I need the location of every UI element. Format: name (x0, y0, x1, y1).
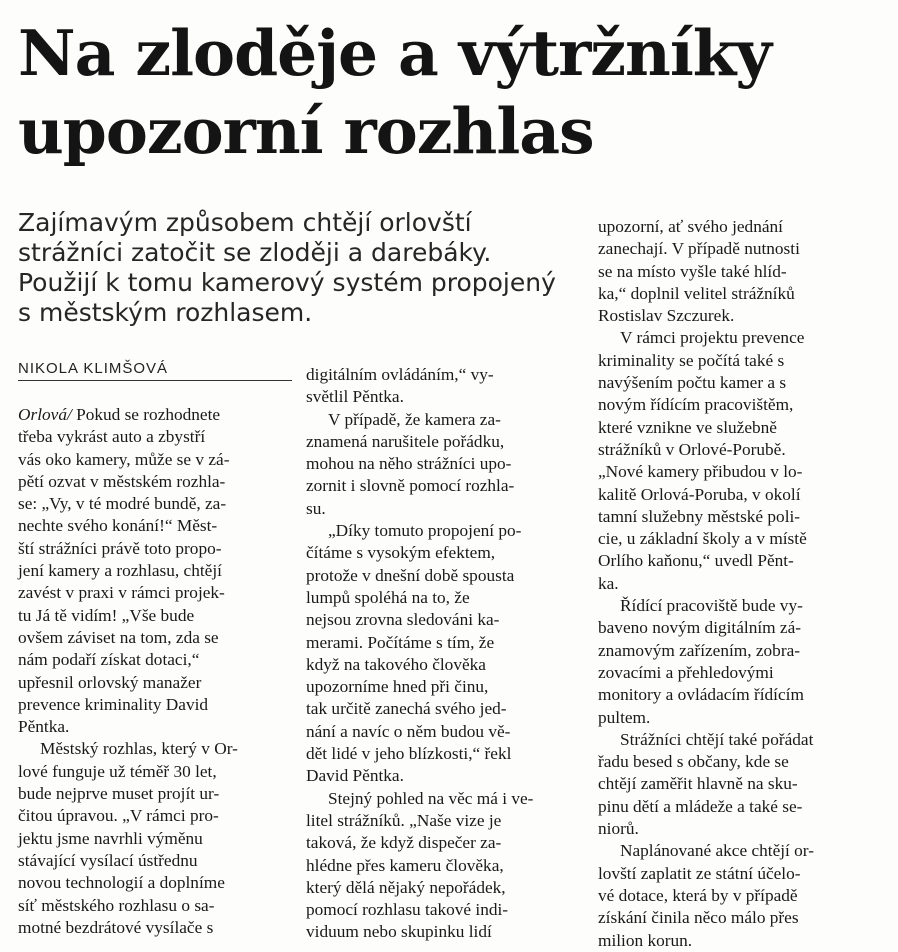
text-line (306, 475, 586, 497)
perex-line: strážníci zatočit se zloději a darebáky. (18, 238, 492, 267)
text-line (306, 698, 586, 720)
text-line (306, 654, 586, 676)
text-line-content: se na místo vyšle také hlíd- (598, 261, 787, 281)
text-line-content: upozorní, ať svého jednání (598, 217, 783, 236)
text-line-content: zovacími a přehledovými (598, 662, 774, 682)
text-line (18, 627, 290, 649)
text-line (598, 640, 884, 662)
text-line (306, 409, 586, 431)
text-line (306, 765, 586, 787)
text-line-content: baveno novým digitálním zá- (598, 618, 802, 638)
text-line-content: digitálním ovládáním,“ vy- (306, 365, 494, 384)
text-line-content: merami. Počítáme s tím, že (306, 632, 495, 652)
text-line (18, 694, 290, 716)
text-line-content: novou technologií a doplníme (18, 873, 225, 893)
text-line-content: viduum nebo skupinku lidí (306, 922, 492, 942)
text-line (306, 855, 586, 877)
text-line (18, 783, 290, 805)
text-line-content: vás oko kamery, může se v zá- (18, 449, 230, 469)
text-line (18, 649, 290, 671)
text-line (598, 528, 884, 550)
text-line (598, 662, 884, 684)
text-line-content: pultem. (598, 707, 651, 727)
text-line-content: Řídící pracoviště bude vy- (620, 596, 803, 616)
text-line (598, 684, 884, 706)
text-line-content: upozorníme hned při činu, (306, 677, 489, 697)
text-line-content: se: „Vy, v té modré bundě, za- (18, 494, 227, 514)
text-line-content: řadu besed s občany, kde se (598, 752, 789, 772)
text-line (598, 751, 884, 773)
text-line-content: pětí ozvat v městském rozhla- (18, 471, 226, 491)
text-line (306, 565, 586, 587)
text-line-content: ka,“ doplnil velitel strážníků (598, 283, 795, 303)
text-line (306, 587, 586, 609)
text-line (18, 493, 290, 515)
text-line (18, 738, 290, 760)
text-line-content: tak určitě zanechá svého jed- (306, 699, 507, 719)
text-line-content: su. (306, 498, 326, 518)
text-line (306, 676, 586, 698)
text-line (18, 895, 290, 917)
text-line (598, 840, 884, 862)
text-line-content: tamní služebny městské poli- (598, 506, 801, 526)
text-line-content: třeba vykrást auto a zbystří (18, 427, 206, 447)
text-line (306, 542, 586, 564)
text-line (18, 582, 290, 604)
text-line (18, 872, 290, 894)
text-line (598, 283, 884, 305)
text-line (598, 350, 884, 372)
text-line-content: dět lidé v jeho blízkosti,“ řekl (306, 744, 512, 764)
text-line (306, 364, 586, 386)
text-line (18, 917, 290, 939)
text-line (18, 805, 290, 827)
text-line (18, 716, 290, 738)
dateline-place: Orlová/ (18, 405, 72, 424)
text-line (598, 327, 884, 349)
text-line-content: strážníků v Orlové-Porubě. (598, 439, 786, 459)
text-line-content: kriminality se počítá také s (598, 350, 785, 370)
text-line (18, 761, 290, 783)
headline-line: upozorní rozhlas (18, 94, 594, 168)
text-line-content: nechte svého konání!“ Měst- (18, 516, 218, 536)
text-line-content: získání činila něco málo přes (598, 908, 799, 928)
text-line-content: kalitě Orlová-Poruba, v okolí (598, 484, 801, 504)
text-line-content: „Díky tomuto propojení po- (328, 521, 522, 541)
text-line-content: navýšením počtu kamer a s (598, 373, 787, 393)
text-line-content: Orlího kaňonu,“ uvedl Pěnt- (598, 551, 794, 571)
text-line (18, 515, 290, 537)
text-line-content: ští strážníci právě toto propo- (18, 538, 222, 558)
text-line (18, 449, 290, 471)
text-line (18, 828, 290, 850)
text-line (598, 484, 884, 506)
text-line (306, 721, 586, 743)
text-line-content: pinu dětí a mládeže a také se- (598, 796, 803, 816)
text-line (18, 850, 290, 872)
text-line (598, 818, 884, 840)
column-2 (306, 364, 586, 944)
perex-line: Zajímavým způsobem chtějí orlovští (18, 208, 472, 237)
text-line (598, 305, 884, 327)
perex-line: s městským rozhlasem. (18, 298, 313, 327)
text-line-content: vé dotace, která by v případě (598, 885, 798, 905)
text-line-content: milion korun. (598, 930, 693, 950)
text-line (18, 426, 290, 448)
text-line-content: lovští zaplatit ze státní účelo- (598, 863, 801, 883)
text-line (598, 863, 884, 885)
text-line-content: bude nejprve muset projít ur- (18, 784, 220, 804)
text-line (598, 417, 884, 439)
text-line (598, 506, 884, 528)
text-line-content: Pokud se rozhodnete (71, 405, 221, 424)
text-line-content: hlédne přes kameru člověka, (306, 855, 504, 875)
text-line-content: Pěntka. (18, 717, 70, 737)
text-line (598, 372, 884, 394)
text-line-content: Stejný pohled na věc má i ve- (328, 788, 534, 808)
text-line-content: lumpů spoléhá na to, že (306, 587, 470, 607)
text-line-content: když na takového člověka (306, 654, 486, 674)
text-line (18, 538, 290, 560)
text-line (306, 386, 586, 408)
perex-line: Použijí k tomu kamerový systém propojený (18, 268, 556, 297)
text-line (18, 605, 290, 627)
text-line (598, 773, 884, 795)
text-line (18, 404, 290, 426)
text-line (598, 617, 884, 639)
text-line-content: čitou úpravou. „V rámci pro- (18, 806, 219, 826)
text-line-content: pomocí rozhlasu takové indi- (306, 900, 509, 920)
text-line (306, 609, 586, 631)
text-line-content: Strážníci chtějí také pořádat (620, 729, 814, 749)
text-line-content: novým řídícím pracovištěm, (598, 395, 794, 415)
text-line-content: který dělá nějaký nepořádek, (306, 877, 506, 897)
text-line (306, 498, 586, 520)
text-line-content: jektu jsme navrhli výměnu (18, 828, 203, 848)
text-line-content: monitory a ovládacím řídícím (598, 685, 804, 705)
text-line-content: „Nové kamery přibudou v lo- (598, 462, 803, 482)
text-line (306, 899, 586, 921)
text-line (598, 216, 884, 238)
text-line (598, 550, 884, 572)
text-line (306, 788, 586, 810)
text-line (306, 877, 586, 899)
text-line-content: znamovým zařízením, zobra- (598, 640, 800, 660)
text-line (306, 810, 586, 832)
text-line (598, 595, 884, 617)
text-line-content: upřesnil orlovský manažer (18, 672, 202, 692)
headline-line: Na zloděje a výtržníky (18, 16, 772, 90)
text-line (598, 930, 884, 952)
text-line-content: Naplánované akce chtějí or- (620, 841, 814, 861)
text-line-content: jení kamery a rozhlasu, chtějí (18, 561, 222, 581)
text-line (598, 796, 884, 818)
text-line (598, 573, 884, 595)
text-line-content: taková, že když dispečer za- (306, 833, 502, 853)
text-line-content: David Pěntka. (306, 766, 404, 786)
text-line-content: zornit i slovně pomocí rozhla- (306, 476, 515, 496)
text-line (598, 394, 884, 416)
perex (18, 208, 608, 328)
text-line (18, 471, 290, 493)
column-1 (18, 404, 290, 939)
text-line-content: nám podaří získat dotaci,“ (18, 650, 200, 670)
text-line (598, 238, 884, 260)
text-line-content: litel strážníků. „Naše vize je (306, 810, 502, 830)
text-line-content: Rostislav Szczurek. (598, 306, 735, 326)
text-line (306, 520, 586, 542)
text-line (598, 907, 884, 929)
text-line-content: protože v dnešní době spousta (306, 565, 515, 585)
text-line-content: cie, u základní školy a v místě (598, 529, 807, 549)
text-line-content: znamená narušitele pořádku, (306, 431, 505, 451)
text-line-content: motné bezdrátové vysílače s (18, 917, 214, 937)
byline: NIKOLA KLIMŠOVÁ (18, 360, 292, 381)
text-line-content: niorů. (598, 819, 639, 839)
text-line (18, 560, 290, 582)
text-line-content: tu Já tě vidím! „Vše bude (18, 605, 195, 625)
text-line-content: nání a navíc o něm budou vě- (306, 721, 511, 741)
text-line-content: chtějí zaměřit hlavně na sku- (598, 774, 798, 794)
text-line (598, 461, 884, 483)
text-line-content: prevence kriminality David (18, 694, 209, 714)
text-line-content: síť městského rozhlasu o sa- (18, 895, 215, 915)
text-line (598, 885, 884, 907)
text-line (306, 921, 586, 943)
text-line-content: světlil Pěntka. (306, 387, 404, 407)
headline (18, 14, 893, 170)
text-line (598, 707, 884, 729)
text-line-content: stávající vysílací ústřednu (18, 850, 198, 870)
text-line (306, 743, 586, 765)
text-line-content: které vznikne ve služebně (598, 417, 777, 437)
text-line (598, 261, 884, 283)
text-line (598, 729, 884, 751)
text-line-content: lové funguje už téměř 30 let, (18, 761, 217, 781)
text-line-content: zanechají. V případě nutnosti (598, 239, 800, 259)
text-line-content: mohou na něho strážníci upo- (306, 454, 512, 474)
text-line (598, 439, 884, 461)
text-line-content: Městský rozhlas, který v Or- (40, 739, 238, 759)
text-line-content: nejsou zrovna sledováni ka- (306, 610, 500, 630)
text-line (306, 431, 586, 453)
text-line-content: ka. (598, 573, 619, 593)
column-3 (598, 216, 884, 952)
text-line-content: V rámci projektu prevence (620, 328, 805, 348)
text-line-content: ovšem záviset na tom, zda se (18, 627, 219, 647)
text-line (306, 832, 586, 854)
text-line (306, 453, 586, 475)
text-line-content: zavést v praxi v rámci projek- (18, 583, 225, 603)
text-line (18, 672, 290, 694)
text-line-content: čítáme s vysokým efektem, (306, 543, 496, 563)
text-line (306, 632, 586, 654)
text-line-content: V případě, že kamera za- (328, 409, 501, 429)
